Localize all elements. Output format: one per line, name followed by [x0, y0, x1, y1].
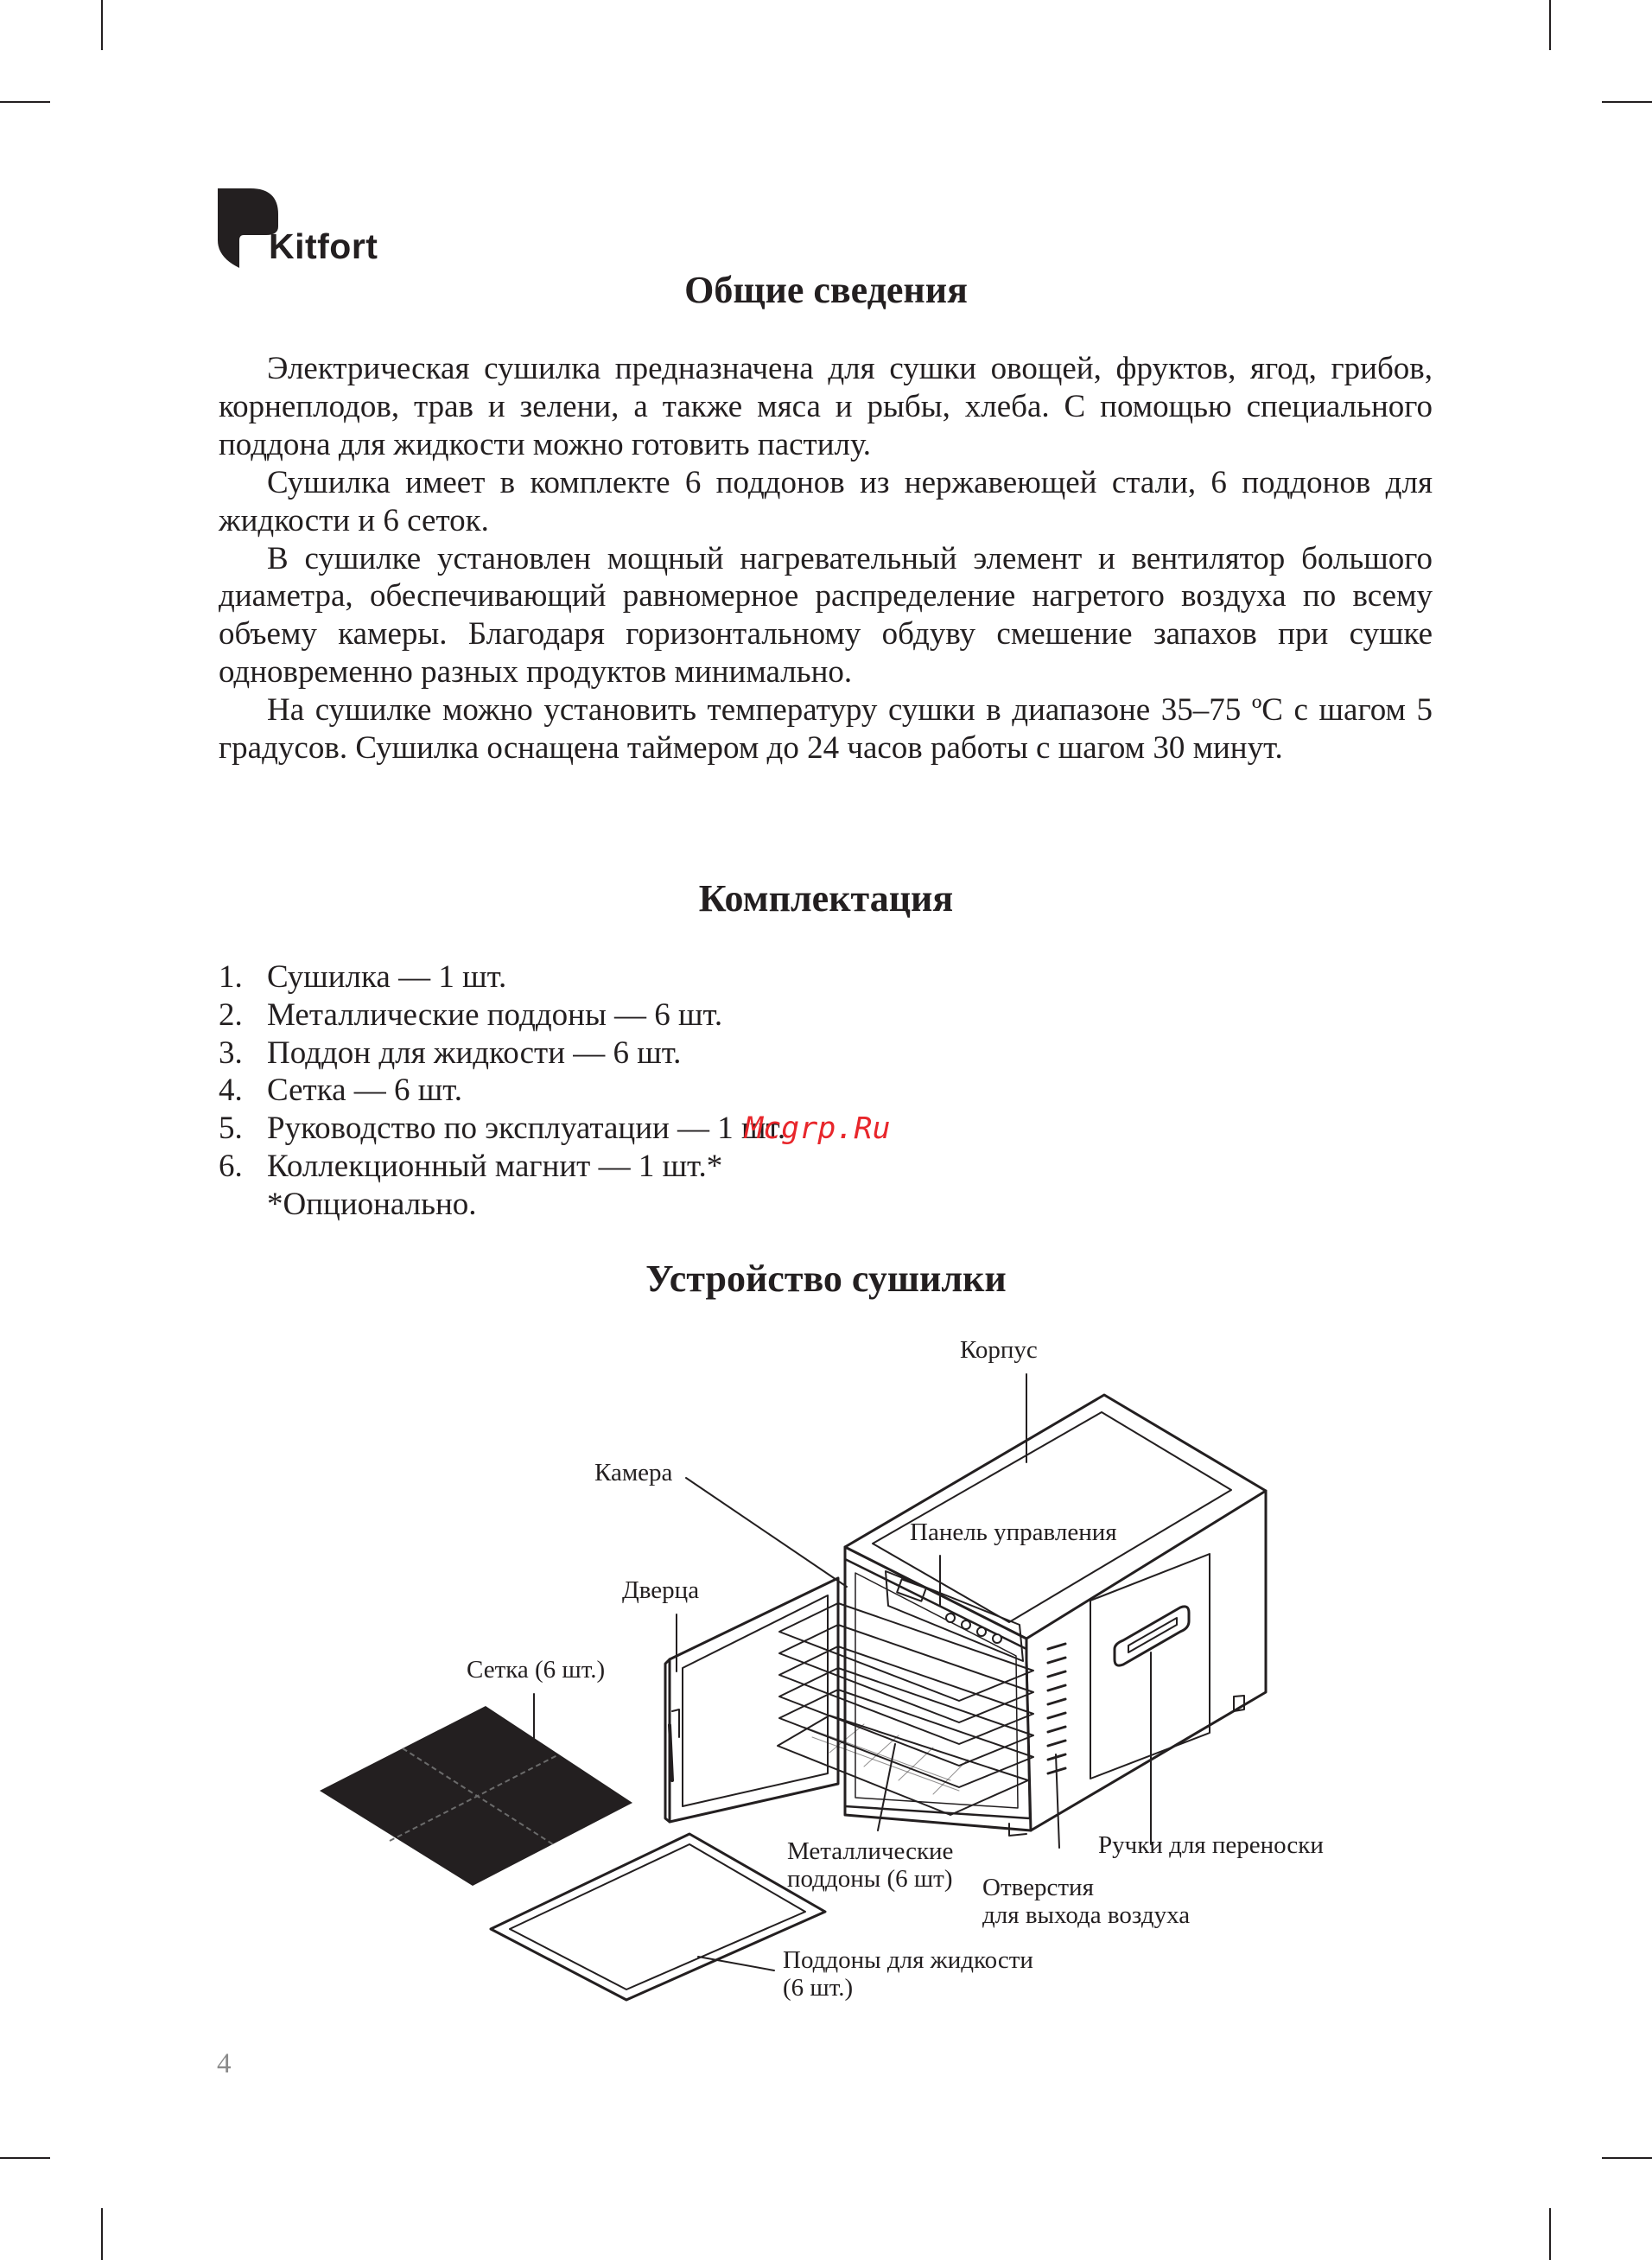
paragraph: Электрическая сушилка предназначена для сушки овощей, фруктов, ягод, грибов, корнеплодов, трав и зелени, а также мяса и рыбы, хлеба. С помощью специального поддона для жидкости можно готовить пастилу.: [219, 351, 1433, 462]
watermark[interactable]: Mcgrp.Ru: [745, 1111, 891, 1146]
label-line: Поддоны для жидкости: [783, 1946, 1033, 1974]
label-mesh: Сетка (6 шт.): [467, 1656, 606, 1684]
list-text: Сетка — 6 шт.: [267, 1073, 462, 1109]
paragraph: На сушилке можно установить температуру сушки в диапазоне 35–75 ºС с шагом 5 градусов. Сушилка оснащена таймером до 24 часов работы с шагом 30 минут.: [219, 692, 1433, 767]
general-title: Общие сведения: [684, 269, 968, 311]
door: [665, 1578, 838, 1822]
label-line: Отверстия: [982, 1874, 1094, 1901]
label-line: поддоны (6 шт): [787, 1865, 953, 1893]
paragraph: В сушилке установлен мощный нагревательный элемент и вентилятор большого диаметра, обеспечивающий равномерное распределение нагретого воздуха по всему объему камеры. Благодаря горизонтальному обдуву смешение запахов при сушке одновременно разных продуктов минимально.: [219, 540, 1433, 691]
paragraph: Сушилка имеет в комплекте 6 поддонов из нержавеющей стали, 6 поддонов для жидкости и 6 сеток.: [219, 464, 1433, 538]
list-number: 6.: [219, 1148, 243, 1184]
liquid-tray: [491, 1834, 825, 2000]
control-buttons: [946, 1614, 1001, 1643]
device-title: Устройство сушилки: [645, 1257, 1007, 1300]
label-housing: Корпус: [960, 1336, 1038, 1364]
label-chamber: Камера: [594, 1459, 673, 1487]
list-number: 4.: [219, 1073, 243, 1109]
page-number: 4: [217, 2048, 232, 2079]
list-text: Руководство по эксплуатации — 1 шт.: [267, 1111, 786, 1147]
air-vents: [1048, 1644, 1065, 1773]
list-text: Сушилка — 1 шт.: [267, 959, 507, 995]
housing: [845, 1395, 1266, 1836]
brand-name: Kitfort: [269, 226, 378, 266]
list-number: 2.: [219, 996, 243, 1033]
label-handles: Ручки для переноски: [1098, 1831, 1324, 1859]
label-line: (6 шт.): [783, 1974, 854, 2002]
label-line: для выхода воздуха: [982, 1901, 1191, 1929]
list-text: Поддон для жидкости — 6 шт.: [267, 1035, 682, 1071]
label-control-panel: Панель управления: [910, 1518, 1117, 1546]
label-door: Дверца: [622, 1576, 700, 1604]
list-text: Коллекционный магнит — 1 шт.*: [267, 1148, 723, 1184]
label-liquid-trays: [783, 1946, 1033, 2002]
list-number: 3.: [219, 1035, 243, 1071]
package-title: Комплектация: [698, 877, 954, 920]
label-line: Металлические: [787, 1837, 954, 1865]
label-air-vents: [982, 1874, 1190, 1929]
mesh-screen: [320, 1706, 632, 1886]
label-metal-trays: [787, 1837, 953, 1893]
list-number: 1.: [219, 959, 243, 995]
optional-note: *Опционально.: [267, 1187, 477, 1222]
list-number: 5.: [219, 1111, 243, 1147]
list-text: Металлические поддоны — 6 шт.: [267, 996, 723, 1033]
